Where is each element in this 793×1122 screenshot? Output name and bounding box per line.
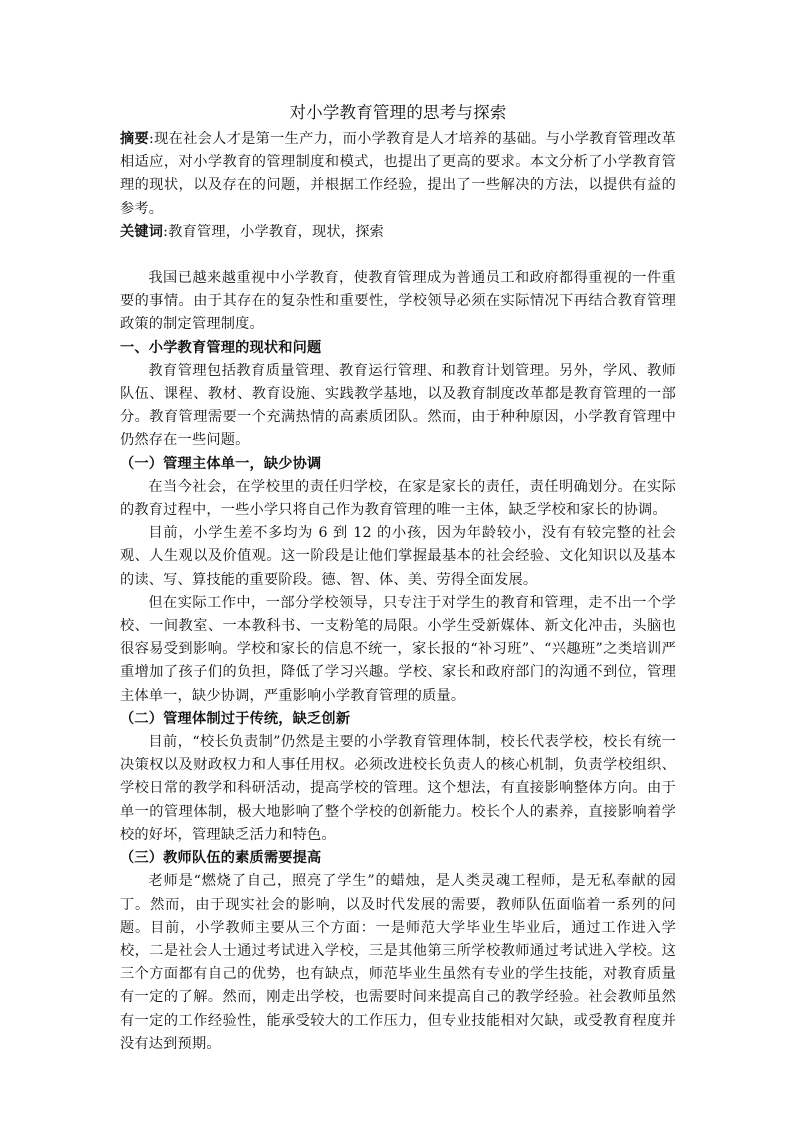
section-heading: 一、小学教育管理的现状和问题 bbox=[120, 339, 322, 356]
abstract-text: :现在社会人才是第一生产力，而小学教育是人才培养的基础。与小学教育管理改革相适应，对小学教育的管理制度和模式，也提出了更高的要求。本文分析了小学教育管理的现状，以及存在的问题，并根据工作经验，提出了一些解决的方法，以提供有益的参考。 bbox=[120, 131, 677, 217]
abstract-paragraph bbox=[120, 128, 676, 221]
subsection-heading: （三）教师队伍的素质需要提高 bbox=[120, 850, 322, 867]
body-paragraph: 老师是“燃烧了自己，照亮了学生”的蜡烛，是人类灵魂工程师，是无私奉献的园丁。然而，由于现实社会的影响，以及时代发展的需要，教师队伍面临着一系列的问题。目前，小学教师主要从三个方面：一是师范大学毕业生毕业后，通过工作进入学校，二是社会人士通过考试进入学校，三是其他第三所学校教师通过考试进入学校。这三个方面都有自己的优势，也有缺点，师范毕业生虽然有专业的学生技能，对教育质量有一定的了解。然而，刚走出学校，也需要时间来提高自己的教学经验。社会教师虽然有一定的工作经验性，能承受较大的工作压力，但专业技能相对欠缺，或受教育程度并没有达到预期。 bbox=[120, 873, 676, 1052]
document-page bbox=[120, 100, 676, 1056]
intro-paragraph: 我国已越来越重视中小学教育，使教育管理成为普通员工和政府都得重视的一件重要的事情。由于其存在的复杂性和重要性，学校领导必须在实际情况下再结合教育管理政策的制定管理制度。 bbox=[120, 270, 676, 333]
keywords-paragraph bbox=[120, 221, 676, 244]
keywords-label: 关键词 bbox=[120, 223, 164, 240]
body-paragraph: 目前，“校长负责制”仍然是主要的小学教育管理体制，校长代表学校，校长有统一决策权以及财政权力和人事任用权。必须改进校长负责人的核心机制，负责学校组织、学校日常的教学和科研活动，提高学校的管理。这个想法，有直接影响整体方向。由于单一的管理体制，极大地影响了整个学校的创新能力。校长个人的素养，直接影响着学校的好坏，管理缺乏活力和特色。 bbox=[120, 734, 676, 843]
body-paragraph: 但在实际工作中，一部分学校领导，只专注于对学生的教育和管理，走不出一个学校、一间教室、一本教科书、一支粉笔的局限。小学生受新媒体、新文化冲击，头脑也很容易受到影响。学校和家长的信息不统一，家长报的“补习班”、“兴趣班”之类培训严重增加了孩子们的负担，降低了学习兴趣。学校、家长和政府部门的沟通不到位，管理主体单一，缺少协调，严重影响小学教育管理的质量。 bbox=[120, 594, 676, 704]
body-paragraph: 目前，小学生差不多均为 6 到 12 的小孩，因为年龄较小，没有有较完整的社会观、人生观以及价值观。这一阶段是让他们掌握最基本的社会经验、文化知识以及基本的读、写、算技能的重要阶段。德、智、体、美、劳得全面发展。 bbox=[120, 525, 676, 588]
subsection-heading: （一）管理主体单一，缺少协调 bbox=[120, 455, 322, 472]
paragraph-spacer bbox=[120, 244, 676, 267]
abstract-label: 摘要 bbox=[120, 131, 150, 147]
body-paragraph: 在当今社会，在学校里的责任归学校，在家是家长的责任，责任明确划分。在实际的教育过程中，一些小学只将自己作为教育管理的唯一主体，缺乏学校和家长的协调。 bbox=[120, 478, 676, 519]
body-paragraph: 教育管理包括教育质量管理、教育运行管理、和教育计划管理。另外，学风、教师队伍、课程、教材、教育设施、实践教学基地，以及教育制度改革都是教育管理的一部分。教育管理需要一个充满热情的高素质团队。然而，由于种种原因，小学教育管理中仍然存在一些问题。 bbox=[120, 362, 676, 449]
document-title: 对小学教育管理的思考与探索 bbox=[289, 103, 507, 122]
subsection-heading: （二）管理体制过于传统，缺乏创新 bbox=[120, 710, 351, 727]
keywords-text: :教育管理，小学教育，现状，探索 bbox=[163, 223, 384, 240]
